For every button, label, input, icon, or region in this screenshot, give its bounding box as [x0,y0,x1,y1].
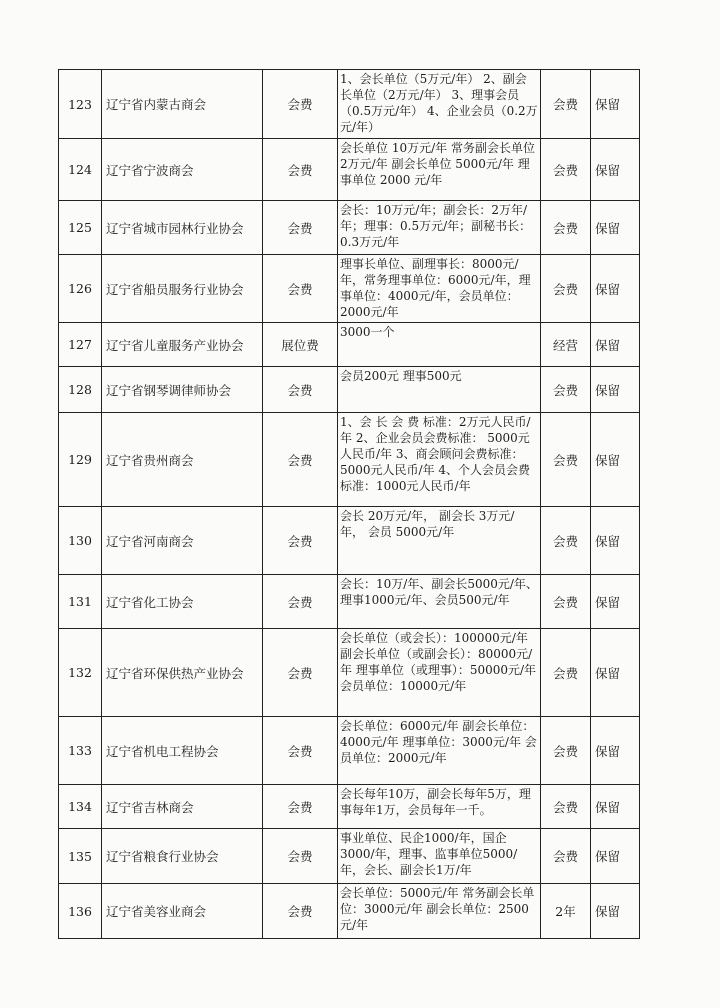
org-name: 辽宁省粮食行业协会 [106,849,219,864]
org-name-cell [102,367,263,413]
fee-type-cell [263,367,338,413]
org-name-cell [102,139,263,201]
fee-standard: 3000一个 [340,325,395,339]
org-name: 辽宁省儿童服务产业协会 [106,337,244,353]
fee-type: 会费 [287,220,313,236]
fee-standard-cell [338,629,541,717]
row-number-cell [59,413,102,507]
row-number-cell [59,785,102,829]
row-number-cell [59,323,102,367]
row-number-cell [59,201,102,255]
fee-type-cell [263,139,338,201]
review-result: 保留 [595,97,621,112]
org-name: 辽宁省河南商会 [106,533,194,549]
fee-category: 会费 [552,281,578,297]
fee-standard: 会长：10万元/年；副会长：2万年/年；理事：0.5万元/年；副秘书长：0.3万元/年 [340,203,532,249]
org-name-cell [102,201,263,255]
review-result-cell [591,575,640,629]
review-result: 保留 [595,452,621,468]
org-name-cell [102,785,263,829]
fee-type: 会费 [287,849,313,864]
review-result-cell [591,413,640,507]
row-number: 123 [68,96,92,112]
review-result-cell [591,367,640,413]
fee-standard: 会员200元 理事500元 [340,369,462,383]
review-result: 保留 [595,220,621,236]
row-number: 129 [68,452,92,467]
org-name-cell [102,829,263,884]
row-number-cell [59,629,102,717]
fee-category: 会费 [552,452,578,468]
review-result: 保留 [595,533,621,549]
fee-category-cell [541,884,591,939]
fee-category-cell [541,575,591,629]
review-result: 保留 [595,849,621,864]
row-number: 125 [68,220,92,235]
fee-standard: 会长单位：5000元/年 常务副会长单位：3000元/年 副会长单位：2500元/年 [340,886,535,932]
review-result-cell [591,629,640,717]
fee-standard-cell [338,884,541,939]
fee-standard-cell [338,575,541,629]
review-result: 保留 [595,337,621,353]
fee-category: 会费 [552,533,578,549]
row-number-cell [59,884,102,939]
fee-type: 会费 [287,594,313,610]
fee-standard-cell [338,367,541,413]
fee-type-cell [263,255,338,323]
row-number: 134 [68,799,92,814]
row-number: 132 [68,665,92,680]
row-number: 136 [68,903,92,919]
row-number: 128 [68,382,92,397]
org-name-cell [102,717,263,785]
fee-category-cell [541,785,591,829]
fee-type-cell [263,785,338,829]
fee-category: 会费 [552,162,578,178]
row-number-cell [59,255,102,323]
fee-table [58,69,640,939]
row-number: 126 [68,281,92,296]
org-name-cell [102,629,263,717]
fee-standard-cell [338,323,541,367]
org-name-cell [102,413,263,507]
fee-category: 会费 [552,382,578,398]
org-name: 辽宁省贵州商会 [106,452,194,468]
fee-standard-cell [338,255,541,323]
fee-standard: 1、会长单位（5万元/年） 2、副会长单位（2万元/年） 3、理事会员（0.5万元/年） 4、企业会员（0.2万元/年） [340,72,538,134]
review-result-cell [591,70,640,139]
fee-type-cell [263,201,338,255]
org-name: 辽宁省内蒙古商会 [106,97,207,112]
table-row [59,367,640,413]
fee-category-cell [541,413,591,507]
row-number: 130 [68,533,92,548]
fee-standard-cell [338,507,541,575]
row-number: 135 [68,848,92,864]
row-number-cell [59,507,102,575]
fee-type: 会费 [287,162,313,178]
org-name-cell [102,575,263,629]
org-name: 辽宁省城市园林行业协会 [106,220,244,236]
fee-category: 会费 [552,799,578,815]
table-row [59,829,640,884]
fee-standard: 会长：10万/年、副会长5000元/年、理事1000元/年、会员500元/年 [340,577,538,607]
table-row [59,323,640,367]
fee-category: 会费 [552,594,578,610]
row-number-cell [59,70,102,139]
fee-category: 经营 [552,337,578,353]
org-name-cell [102,507,263,575]
fee-category: 会费 [552,220,578,236]
fee-category: 会费 [552,97,578,112]
fee-type: 会费 [287,382,313,398]
fee-category-cell [541,507,591,575]
fee-type-cell [263,323,338,367]
fee-standard-cell [338,717,541,785]
fee-category: 会费 [552,743,578,759]
fee-type: 展位费 [281,337,319,353]
fee-type: 会费 [287,799,313,815]
review-result: 保留 [595,594,621,610]
table-row [59,717,640,785]
review-result-cell [591,139,640,201]
org-name: 辽宁省船员服务行业协会 [106,281,244,297]
row-number-cell [59,829,102,884]
review-result: 保留 [595,904,621,919]
fee-standard-cell [338,139,541,201]
table-row [59,629,640,717]
fee-category-cell [541,255,591,323]
fee-category-cell [541,717,591,785]
fee-standard: 会长每年10万，副会长每年5万，理事每年1万，会员每年一千。 [340,787,531,817]
row-number: 127 [68,337,92,352]
fee-standard: 理事长单位、副理事长：8000元/年，常务理事单位：6000元/年，理事单位：4000元/年，会员单位：2000元/年 [340,257,531,319]
org-name: 辽宁省机电工程协会 [106,743,219,759]
org-name-cell [102,884,263,939]
table-row [59,785,640,829]
table-row [59,255,640,323]
fee-type: 会费 [287,533,313,549]
org-name-cell [102,255,263,323]
row-number-cell [59,575,102,629]
table-row [59,575,640,629]
review-result: 保留 [595,281,621,297]
fee-standard-cell [338,201,541,255]
org-name-cell [102,323,263,367]
fee-category: 2年 [555,904,576,919]
review-result-cell [591,201,640,255]
org-name: 辽宁省化工协会 [106,594,194,610]
fee-category-cell [541,829,591,884]
org-name: 辽宁省美容业商会 [106,904,207,919]
table-row [59,507,640,575]
fee-type: 会费 [287,97,313,112]
org-name-cell [102,70,263,139]
table-row [59,413,640,507]
fee-standard-cell [338,785,541,829]
review-result: 保留 [595,743,621,759]
review-result-cell [591,507,640,575]
fee-type: 会费 [287,452,313,468]
review-result-cell [591,829,640,884]
fee-standard: 会长 20万元/年， 副会长 3万元/年， 会员 5000元/年 [340,509,515,539]
fee-standard: 会长单位（或会长）：100000元/年 副会长单位（或副会长）：80000元/年 理事单位（或理事）：50000元/年 会员单位：10000元/年 [340,631,537,693]
fee-standard: 会长单位 10万元/年 常务副会长单位 2万元/年 副会长单位 5000元/年 理事单位 2000 元/年 [340,141,535,187]
fee-category-cell [541,70,591,139]
review-result: 保留 [595,665,621,681]
table-row [59,884,640,939]
fee-standard-cell [338,413,541,507]
table-row [59,201,640,255]
org-name: 辽宁省环保供热产业协会 [106,665,244,681]
fee-category-cell [541,139,591,201]
fee-category-cell [541,367,591,413]
org-name: 辽宁省吉林商会 [106,799,194,815]
review-result-cell [591,323,640,367]
org-name: 辽宁省钢琴调律师协会 [106,382,232,398]
row-number-cell [59,139,102,201]
table-row [59,139,640,201]
row-number-cell [59,367,102,413]
fee-category-cell [541,323,591,367]
fee-table-body [59,70,640,939]
fee-standard: 1、会 长 会 费 标准：2万元人民币/年 2、企业会员会费标准： 5000元人民币/年 3、商会顾问会费标准： 5000元人民币/年 4、个人会员会费标准：1000元人民币/年 [340,415,531,493]
fee-category: 会费 [552,665,578,681]
fee-category-cell [541,201,591,255]
review-result-cell [591,255,640,323]
fee-standard: 事业单位、民企1000/年，国企3000/年，理事、监事单位5000/年，会长、副会长1万/年 [340,831,518,877]
fee-standard-cell [338,829,541,884]
fee-type-cell [263,884,338,939]
fee-category-cell [541,629,591,717]
fee-type: 会费 [287,281,313,297]
review-result-cell [591,717,640,785]
row-number-cell [59,717,102,785]
fee-type-cell [263,507,338,575]
fee-type: 会费 [287,743,313,759]
fee-standard-cell [338,70,541,139]
fee-type-cell [263,629,338,717]
review-result: 保留 [595,162,621,178]
fee-type-cell [263,829,338,884]
fee-type: 会费 [287,665,313,681]
fee-type-cell [263,70,338,139]
review-result-cell [591,785,640,829]
review-result: 保留 [595,799,621,815]
table-row [59,70,640,139]
fee-type: 会费 [287,904,313,919]
fee-standard: 会长单位：6000元/年 副会长单位：4000元/年 理事单位：3000元/年 会员单位：2000元/年 [340,719,537,765]
row-number: 133 [68,743,92,758]
fee-type-cell [263,575,338,629]
fee-type-cell [263,413,338,507]
org-name: 辽宁省宁波商会 [106,162,194,178]
review-result: 保留 [595,382,621,398]
fee-category: 会费 [552,849,578,864]
row-number: 124 [68,162,92,177]
review-result-cell [591,884,640,939]
row-number: 131 [68,594,92,609]
fee-type-cell [263,717,338,785]
